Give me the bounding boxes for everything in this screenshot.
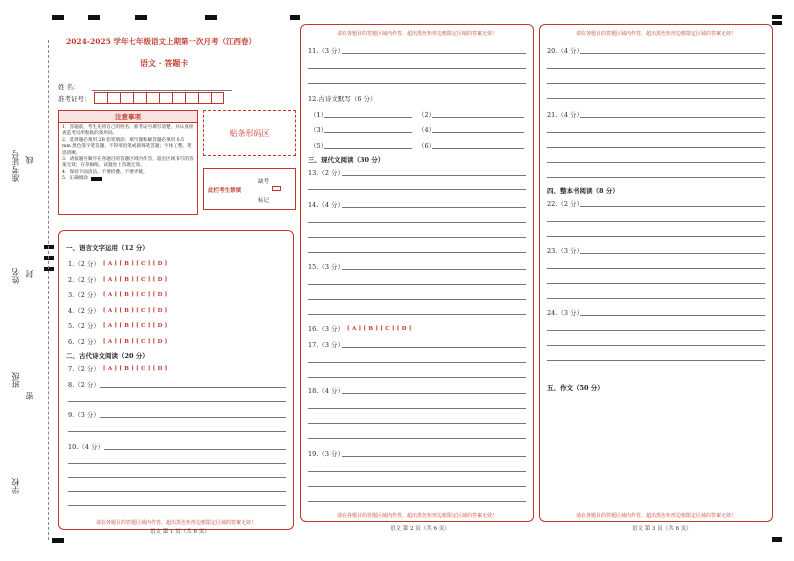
seal-line	[48, 40, 49, 540]
timing-mark	[52, 15, 64, 20]
answer-line[interactable]	[308, 486, 526, 487]
side-label-name: 姓名	[11, 268, 20, 284]
choice-bubbles[interactable]: [ A ] [ B ] [ C ] [ D ]	[102, 307, 168, 314]
choice-bubbles[interactable]: [ A ] [ B ] [ C ] [ D ]	[102, 276, 168, 283]
answer-line[interactable]	[547, 221, 765, 222]
mark-label: 标记	[258, 198, 270, 204]
blank-line[interactable]	[324, 117, 412, 118]
question-24: 24.（3 分）	[547, 309, 584, 317]
choice-question-2[interactable]: 2.（2 分） [ A ] [ B ] [ C ] [ D ]	[68, 276, 168, 284]
choice-bubbles[interactable]: [ A ] [ B ] [ C ] [ D ]	[102, 322, 168, 329]
answer-line[interactable]	[308, 189, 526, 190]
question-9: 9.（3 分）	[68, 411, 100, 419]
forbidden-label: 此栏考生禁填	[208, 188, 242, 194]
answer-line[interactable]	[308, 252, 526, 253]
answer-line[interactable]	[547, 132, 765, 133]
question-11: 11.（3 分）	[308, 47, 345, 55]
name-label: 姓 名：	[58, 83, 80, 91]
choice-bubbles[interactable]: [ A ] [ B ] [ C ] [ D ]	[102, 260, 168, 267]
notice-item: 2．选择题必须用 2B 铅笔填涂；填空题和解答题必须用 0.5 mm 黑色签字笔答题，不得用铅笔或圆珠笔答题；字体工整、笔迹清晰。	[62, 137, 192, 156]
answer-line[interactable]	[580, 53, 765, 54]
section-heading: 五、作文（50 分）	[547, 384, 604, 392]
timing-mark	[44, 267, 54, 271]
blank-line[interactable]	[432, 148, 524, 149]
section-heading: 二、古代诗文阅读（20 分）	[66, 352, 149, 360]
blank-line[interactable]	[432, 132, 524, 133]
choice-bubbles[interactable]: [ A ] [ B ] [ C ] [ D ]	[347, 325, 412, 332]
answer-line[interactable]	[68, 491, 286, 492]
choice-question-6[interactable]: 6.（2 分） [ A ] [ B ] [ C ] [ D ]	[68, 338, 168, 346]
question-18: 18.（4 分）	[308, 387, 345, 395]
timing-mark	[44, 256, 54, 260]
blank-line[interactable]	[432, 117, 524, 118]
answer-line[interactable]	[547, 68, 765, 69]
blank-line[interactable]	[324, 148, 412, 149]
id-boxes[interactable]	[94, 92, 224, 104]
choice-bubbles[interactable]: [ A ] [ B ] [ C ] [ D ]	[102, 291, 168, 298]
question-17: 17.（3 分）	[308, 341, 345, 349]
answer-line[interactable]	[100, 387, 286, 388]
answer-line[interactable]	[580, 206, 765, 207]
answer-line[interactable]	[308, 408, 526, 409]
answer-line[interactable]	[308, 284, 526, 285]
choice-bubbles[interactable]: [ A ] [ B ] [ C ] [ D ]	[102, 338, 168, 345]
question-19: 19.（3 分）	[308, 450, 345, 458]
side-label-id: 准考证号	[11, 150, 20, 182]
choice-question-4[interactable]: 4.（2 分） [ A ] [ B ] [ C ] [ D ]	[68, 307, 168, 315]
absent-label: 缺考	[258, 179, 270, 185]
answer-line[interactable]	[308, 471, 526, 472]
answer-line[interactable]	[308, 377, 526, 378]
timing-mark	[205, 15, 217, 20]
question-8: 8.（2 分）	[68, 381, 100, 389]
answer-line[interactable]	[308, 423, 526, 424]
timing-mark	[88, 15, 100, 20]
answer-line[interactable]	[308, 83, 526, 84]
question-15: 15.（3 分）	[308, 263, 345, 271]
answer-line[interactable]	[342, 393, 526, 394]
blank-label: （4）	[418, 126, 436, 134]
answer-line[interactable]	[68, 431, 286, 432]
answer-line[interactable]	[308, 237, 526, 238]
boundary-warning: 请在各题目的答题区域内作答，超出黑色矩形边框限定区域的答案无效！	[336, 513, 497, 519]
answer-line[interactable]	[342, 456, 526, 457]
answer-line[interactable]	[547, 98, 765, 99]
choice-question-7[interactable]: 7.（2 分） [ A ] [ B ] [ C ] [ D ]	[68, 365, 168, 373]
barcode-area	[203, 110, 296, 156]
blank-label: （6）	[418, 142, 436, 150]
answer-line[interactable]	[308, 438, 526, 439]
answer-line[interactable]	[308, 362, 526, 363]
timing-mark	[772, 537, 782, 542]
answer-line[interactable]	[342, 269, 526, 270]
answer-line[interactable]	[100, 417, 286, 418]
blank-label: （1）	[310, 111, 328, 119]
timing-mark	[135, 15, 147, 20]
answer-line[interactable]	[342, 175, 526, 176]
answer-line[interactable]	[68, 505, 286, 506]
id-label: 准考证号：	[58, 95, 91, 103]
page-title: 2024-2025 学年七年级语文上期第一次月考（江西卷）	[66, 37, 256, 46]
timing-mark	[52, 538, 64, 543]
answer-line[interactable]	[68, 401, 286, 402]
answer-line[interactable]	[547, 268, 765, 269]
boundary-warning: 请在各题目的答题区域内作答，超出黑色矩形边框限定区域的答案无效！	[95, 520, 256, 526]
notice-item: 4．保持卡面清洁，不要折叠、不要弄破。	[62, 169, 148, 175]
choice-question-5[interactable]: 5.（2 分） [ A ] [ B ] [ C ] [ D ]	[68, 322, 168, 330]
name-line	[92, 90, 232, 91]
notice-item: 5．正确填涂	[62, 176, 88, 182]
answer-line[interactable]	[342, 347, 526, 348]
section-heading: 一、语言文字运用（12 分）	[66, 244, 149, 252]
answer-line[interactable]	[68, 477, 286, 478]
blank-label: （2）	[418, 111, 436, 119]
question-22: 22.（2 分）	[547, 200, 584, 208]
answer-line[interactable]	[308, 299, 526, 300]
notice-box	[58, 110, 198, 215]
timing-mark	[772, 21, 782, 25]
answer-line[interactable]	[547, 83, 765, 84]
question-13: 13.（2 分）	[308, 169, 345, 177]
answer-line[interactable]	[547, 330, 765, 331]
side-label-line: 线	[25, 156, 34, 164]
notice-item: 1．答题前，考生先将自己的姓名、准考证号填写清楚，并认真检查监考员所粘贴的条形码。	[62, 125, 194, 137]
answer-line[interactable]	[580, 117, 765, 118]
notice-title: 注意事项	[59, 111, 197, 123]
answer-line[interactable]	[342, 53, 526, 54]
page-subtitle: 语文 · 答题卡	[140, 58, 189, 68]
barcode-label: 贴条形码区	[229, 128, 270, 138]
page-footer: 语文 第 2 页（共 6 页）	[390, 526, 450, 532]
question-20: 20.（4 分）	[547, 47, 584, 55]
answer-line[interactable]	[547, 345, 765, 346]
answer-line[interactable]	[68, 463, 286, 464]
question-10: 10.（4 分）	[68, 443, 105, 451]
question-14: 14.（4 分）	[308, 201, 345, 209]
answer-line[interactable]	[547, 298, 765, 299]
choice-question-16[interactable]: 16.（3 分） [ A ] [ B ] [ C ] [ D ]	[308, 325, 412, 333]
timing-mark	[44, 245, 54, 249]
blank-line[interactable]	[324, 132, 412, 133]
answer-line[interactable]	[308, 501, 526, 502]
question-23: 23.（3 分）	[547, 247, 584, 255]
side-label-class: 班级	[11, 372, 20, 388]
page-footer: 语文 第 3 页（共 6 页）	[632, 526, 692, 532]
blank-label: （3）	[310, 126, 328, 134]
side-label-secret: 密	[25, 392, 34, 400]
choice-bubbles[interactable]: [ A ] [ B ] [ C ] [ D ]	[102, 365, 168, 372]
answer-line[interactable]	[547, 162, 765, 163]
answer-line[interactable]	[547, 360, 765, 361]
answer-line[interactable]	[308, 68, 526, 69]
answer-line[interactable]	[308, 222, 526, 223]
answer-line[interactable]	[547, 177, 765, 178]
answer-line[interactable]	[547, 147, 765, 148]
side-label-seal: 封	[25, 270, 34, 278]
timing-mark	[290, 15, 300, 20]
filled-sample-icon	[91, 177, 102, 181]
notice-item: 3．请按题号顺序在各题目的答题区域内作答，超出区域书写的答案无效；在草稿纸、试题卷上答题无效。	[62, 157, 194, 169]
question-12: 12.古诗文默写（6 分）	[308, 95, 377, 103]
answer-line[interactable]	[104, 449, 286, 450]
absent-checkbox[interactable]	[272, 186, 281, 191]
blank-label: （5）	[310, 142, 328, 150]
absent-box	[203, 168, 296, 210]
boundary-warning: 请在各题目的答题区域内作答，超出黑色矩形边框限定区域的答案无效！	[575, 513, 736, 519]
answer-line[interactable]	[308, 314, 526, 315]
answer-line[interactable]	[547, 283, 765, 284]
timing-mark	[772, 15, 782, 19]
side-label-school: 学校	[11, 478, 20, 494]
boundary-warning: 请在各题目的答题区域内作答，超出黑色矩形边框限定区域的答案无效！	[336, 31, 497, 37]
choice-question-1[interactable]: 1.（2 分） [ A ] [ B ] [ C ] [ D ]	[68, 260, 168, 268]
choice-question-3[interactable]: 3.（2 分） [ A ] [ B ] [ C ] [ D ]	[68, 291, 168, 299]
answer-line[interactable]	[342, 207, 526, 208]
boundary-warning: 请在各题目的答题区域内作答，超出黑色矩形边框限定区域的答案无效！	[575, 31, 736, 37]
page-footer: 语文 第 1 页（共 6 页）	[150, 529, 210, 535]
answer-line[interactable]	[580, 315, 765, 316]
answer-line[interactable]	[547, 236, 765, 237]
section-heading: 四、整本书阅读（8 分）	[547, 187, 619, 195]
question-21: 21.（4 分）	[547, 111, 584, 119]
section-heading: 三、现代文阅读（30 分）	[308, 156, 385, 164]
answer-line[interactable]	[580, 253, 765, 254]
